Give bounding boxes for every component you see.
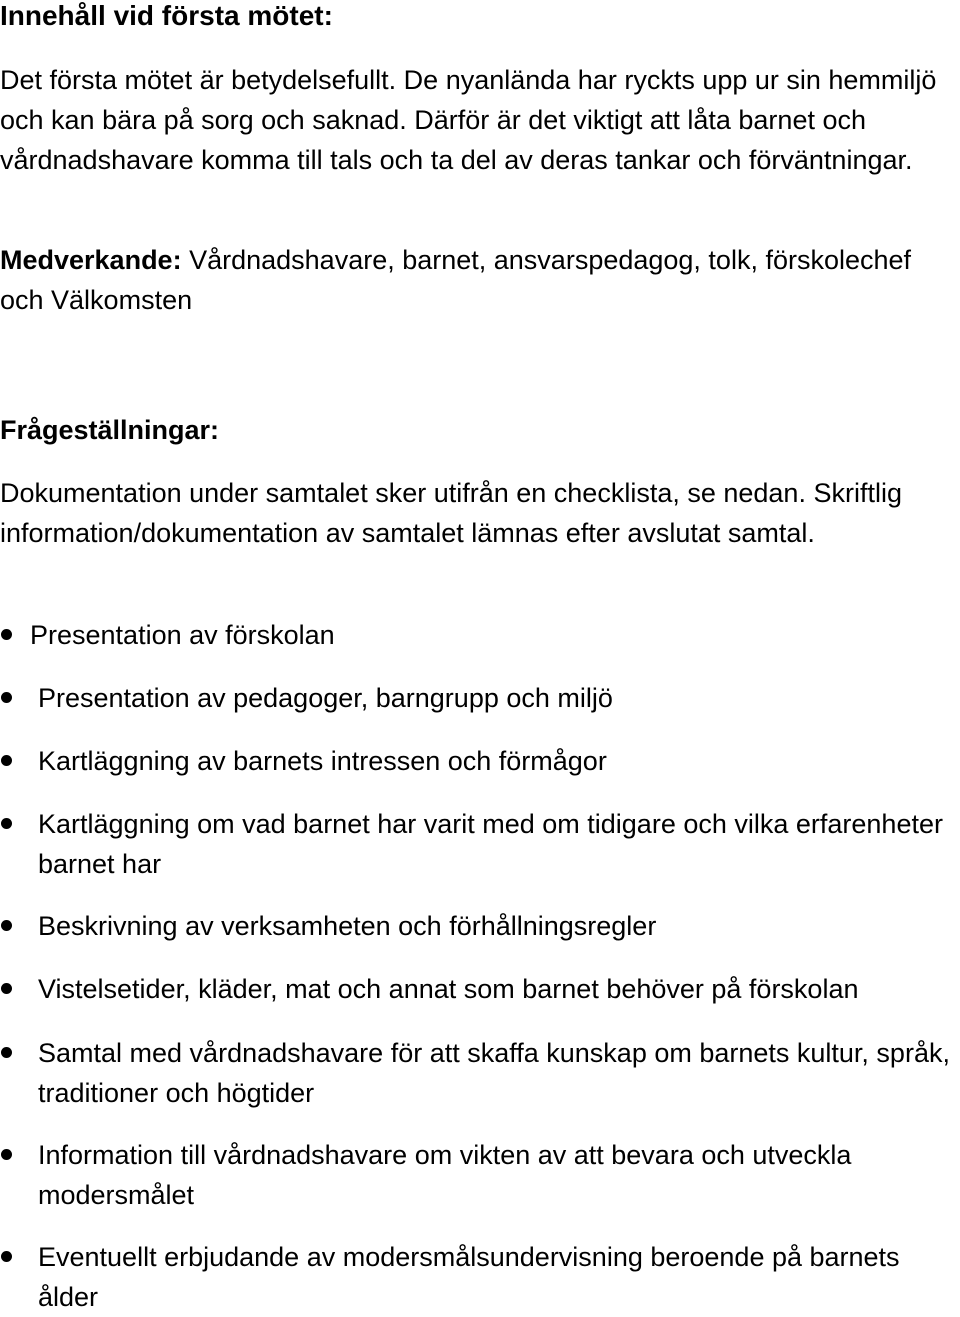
bullet-icon [1, 1251, 12, 1262]
bullet-icon [1, 1047, 12, 1058]
intro-paragraph: Det första mötet är betydelsefullt. De nyanlända har ryckts upp ur sin hemmiljö och kan bära på sorg och saknad. Därför är det viktigt att låta barnet och vårdnadshavare komma till tals och ta del av deras tankar och förväntningar. [0, 65, 937, 175]
checklist-item-text: Information till vårdnadshavare om vikten av att bevara och utveckla modersmålet [38, 1140, 852, 1210]
heading-first-meeting: Innehåll vid första mötet: [0, 0, 333, 31]
bullet-icon [1, 1149, 12, 1160]
bullet-icon [1, 920, 12, 931]
checklist-item-text: Beskrivning av verksamheten och förhållningsregler [38, 911, 657, 941]
participants-text: Vårdnadshavare, barnet, ansvarspedagog, tolk, förskolechef och Välkomsten [0, 245, 912, 315]
bullet-icon [1, 983, 12, 994]
bullet-icon [1, 818, 12, 829]
checklist-item-text: Kartläggning av barnets intressen och förmågor [38, 746, 607, 776]
checklist-item-text: Kartläggning om vad barnet har varit med om tidigare och vilka erfarenheter barnet har [38, 809, 943, 879]
checklist-item-text: Presentation av pedagoger, barngrupp och miljö [38, 683, 613, 713]
heading-questions: Frågeställningar: [0, 415, 220, 445]
participants-label: Medverkande: [0, 245, 182, 275]
checklist-item-text: Eventuellt erbjudande av modersmålsundervisning beroende på barnets ålder [38, 1242, 900, 1312]
checklist-item-text: Vistelsetider, kläder, mat och annat som barnet behöver på förskolan [38, 974, 859, 1004]
checklist-item-text: Samtal med vårdnadshavare för att skaffa kunskap om barnets kultur, språk, traditioner och högtider [38, 1038, 950, 1108]
bullet-icon [1, 629, 12, 640]
documentation-paragraph: Dokumentation under samtalet sker utifrån en checklista, se nedan. Skriftlig information/dokumentation av samtalet lämnas efter avslutat samtal. [0, 478, 902, 548]
checklist-item-text: Presentation av förskolan [30, 620, 335, 650]
bullet-icon [1, 692, 12, 703]
bullet-icon [1, 755, 12, 766]
